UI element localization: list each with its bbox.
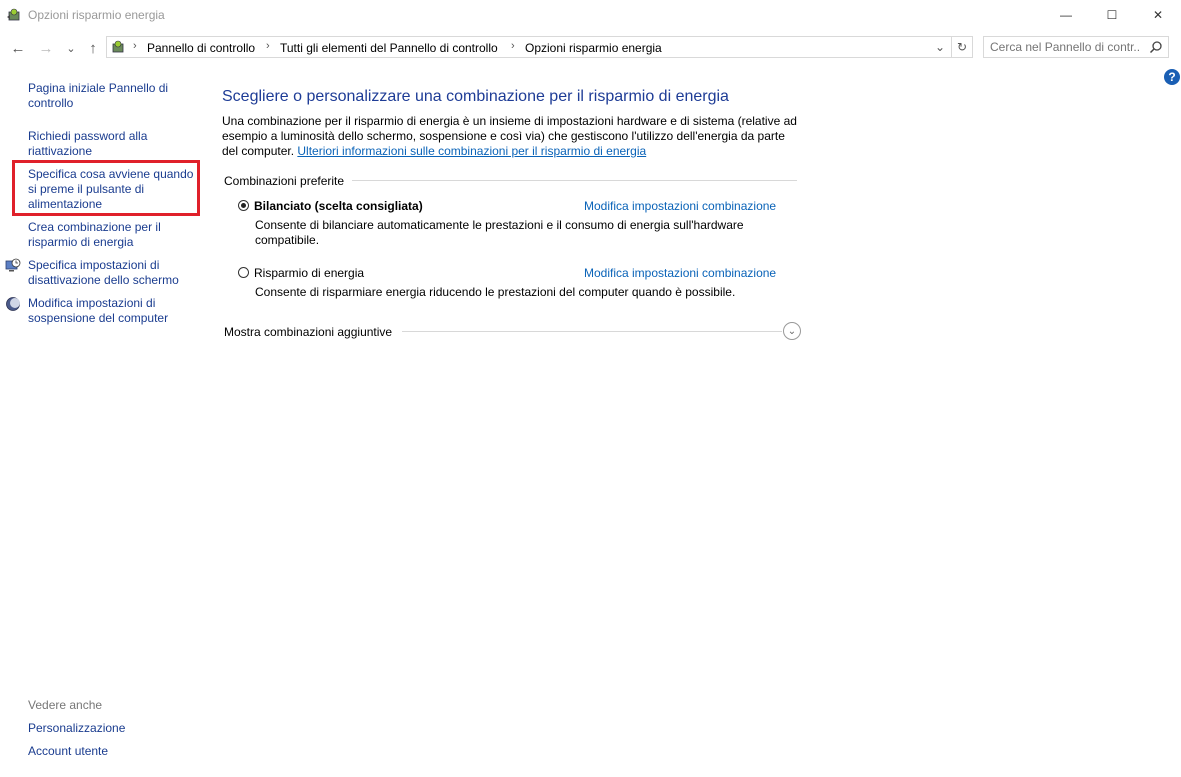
- back-button[interactable]: [8, 38, 28, 58]
- see-also-user-accounts[interactable]: Account utente: [28, 744, 109, 758]
- address-dropdown-button[interactable]: [930, 37, 950, 57]
- breadcrumb-separator[interactable]: ›: [266, 40, 270, 52]
- expand-plans-button[interactable]: [783, 322, 801, 340]
- help-icon[interactable]: ?: [1164, 69, 1180, 85]
- plan-radio-power-saver[interactable]: [238, 267, 249, 278]
- search-icon[interactable]: [1149, 40, 1163, 54]
- refresh-icon: ↻: [956, 40, 968, 54]
- title-bar: [0, 0, 1181, 30]
- forward-button[interactable]: [36, 38, 56, 58]
- section-divider: [402, 331, 782, 332]
- up-button[interactable]: [83, 38, 103, 58]
- breadcrumb-control-panel[interactable]: Pannello di controllo: [147, 41, 256, 55]
- show-additional-plans-label[interactable]: Mostra combinazioni aggiuntive: [224, 325, 393, 339]
- sidebar-item-power-button[interactable]: Specifica cosa avviene quando si preme il pulsante di alimentazione: [28, 167, 194, 211]
- minimize-button[interactable]: [1043, 0, 1089, 30]
- change-plan-settings-link[interactable]: Modifica impostazioni combinazione: [584, 199, 777, 213]
- close-icon: ✕: [1152, 8, 1164, 22]
- radio-selected-dot: [241, 203, 246, 208]
- back-arrow-icon: ←: [10, 39, 26, 57]
- window-title: Opzioni risparmio energia: [28, 8, 165, 22]
- plan-name-balanced[interactable]: Bilanciato (scelta consigliata): [254, 199, 423, 213]
- see-also-heading: Vedere anche: [28, 698, 103, 712]
- sidebar-item-require-password[interactable]: Richiedi password alla riattivazione: [28, 129, 148, 158]
- intro-paragraph: [222, 114, 802, 159]
- display-clock-icon: [5, 258, 21, 274]
- breadcrumb-power-options[interactable]: Opzioni risparmio energia: [525, 41, 662, 55]
- intro-text: Una combinazione per il risparmio di energia è un insieme di impostazioni hardware e di sistema (relative ad esempio a luminosità dello schermo, sospensione e così via) che gestiscono l'utilizzo dell'energia da parte del computer.: [222, 114, 797, 158]
- breadcrumb-separator: ›: [133, 40, 137, 52]
- change-plan-settings-link[interactable]: Modifica impostazioni combinazione: [584, 266, 777, 280]
- recent-locations-button[interactable]: [61, 38, 81, 58]
- learn-more-link[interactable]: Ulteriori informazioni sulle combinazioni per il risparmio di energia: [297, 144, 647, 158]
- page-title: Scegliere o personalizzare una combinazione per il risparmio di energia: [222, 88, 729, 105]
- plan-name-power-saver[interactable]: Risparmio di energia: [254, 266, 365, 280]
- sidebar-item-sleep-settings[interactable]: Modifica impostazioni di sospensione del computer: [28, 296, 169, 325]
- plan-description-power-saver: Consente di risparmiare energia riducendo le prestazioni del computer quando è possibile.: [255, 285, 736, 299]
- maximize-button[interactable]: [1089, 0, 1135, 30]
- minimize-icon: —: [1060, 8, 1072, 22]
- sidebar-item-create-plan[interactable]: Crea combinazione per il risparmio di energia: [28, 220, 161, 249]
- chevron-down-icon: ⌄: [66, 42, 76, 55]
- search-input[interactable]: [990, 40, 1140, 54]
- forward-arrow-icon: →: [38, 39, 54, 57]
- breadcrumb-separator[interactable]: ›: [511, 40, 515, 52]
- chevron-down-icon: ⌄: [787, 325, 797, 337]
- maximize-icon: ☐: [1106, 8, 1118, 22]
- up-arrow-icon: ↑: [89, 39, 97, 57]
- highlight-box: [12, 160, 200, 216]
- plan-description-balanced: Consente di bilanciare automaticamente le prestazioni e il consumo di energia sull'hardware compatibile.: [255, 218, 744, 247]
- plan-radio-balanced[interactable]: [238, 200, 249, 211]
- see-also-personalization[interactable]: Personalizzazione: [28, 721, 126, 735]
- chevron-down-icon: ⌄: [934, 40, 946, 54]
- sidebar-item-display-off[interactable]: Specifica impostazioni di disattivazione dello schermo: [28, 258, 179, 287]
- section-divider: [352, 180, 797, 181]
- power-options-icon: [6, 7, 22, 23]
- moon-sleep-icon: [5, 296, 21, 312]
- preferred-plans-heading: Combinazioni preferite: [224, 174, 345, 188]
- breadcrumb-all-items[interactable]: Tutti gli elementi del Pannello di controllo: [280, 41, 498, 55]
- refresh-button[interactable]: [951, 37, 972, 57]
- sidebar-item-control-panel-home[interactable]: Pagina iniziale Pannello di controllo: [28, 81, 169, 110]
- control-panel-icon: [110, 39, 126, 55]
- close-button[interactable]: [1135, 0, 1181, 30]
